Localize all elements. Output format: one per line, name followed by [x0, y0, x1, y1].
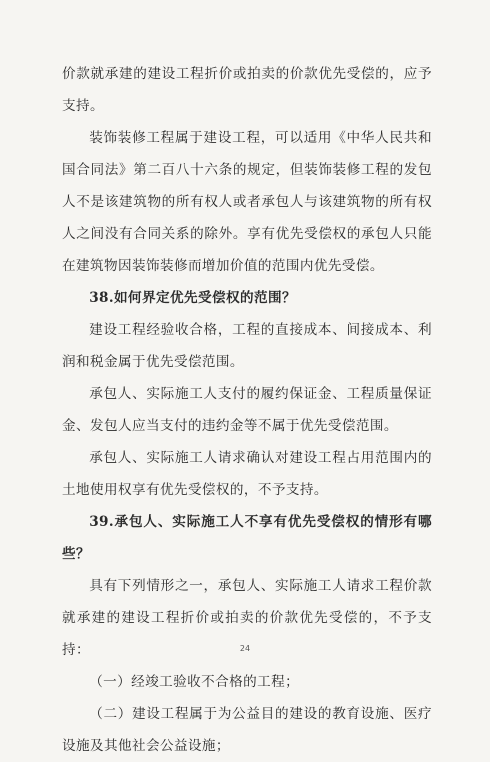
heading-question-39: 39.承包人、实际施工人不享有优先受偿权的情形有哪些？: [62, 514, 432, 562]
paragraph-continuation: 价款就承建的建设工程折价或拍卖的价款优先受偿的，应予支持。: [62, 66, 432, 114]
paragraph-scope-included: 建设工程经验收合格，工程的直接成本、间接成本、利润和税金属于优先受偿范围。: [62, 322, 432, 370]
page-number: 24: [239, 644, 251, 653]
list-item-2: （二）建设工程属于为公益目的建设的教育设施、医疗设施及其他社会公益设施；: [62, 706, 432, 754]
heading-question-38: 38.如何界定优先受偿权的范围？: [89, 290, 296, 306]
paragraph-land-use-right: 承包人、实际施工人请求确认对建设工程占用范围内的土地使用权享有优先受偿权的，不予支持。: [62, 450, 432, 498]
paragraph-exclusion-intro: 具有下列情形之一，承包人、实际施工人请求工程价款就承建的建设工程折价或拍卖的价款优先受偿的，不予支持：: [62, 578, 432, 658]
paragraph-scope-excluded: 承包人、实际施工人支付的履约保证金、工程质量保证金、发包人应当支付的违约金等不属于优先受偿范围。: [62, 386, 432, 434]
paragraph-decoration-project: 装饰装修工程属于建设工程，可以适用《中华人民共和国合同法》第二百八十六条的规定，但装饰装修工程的发包人不是该建筑物的所有权人或者承包人与该建筑物的所有权人之间没有合同关系的除外。享有优先受偿权的承包人只能在建筑物因装饰装修而增加价值的范围内优先受偿。: [62, 130, 432, 274]
list-item-1: （一）经竣工验收不合格的工程；: [89, 674, 300, 690]
body-text: [62, 58, 432, 762]
